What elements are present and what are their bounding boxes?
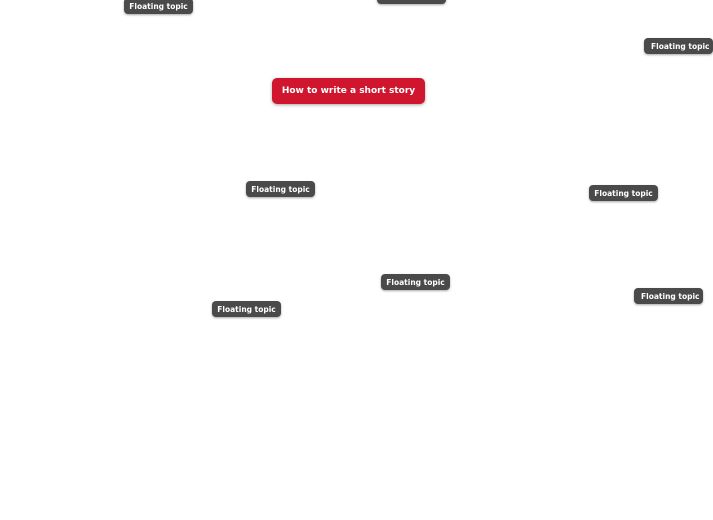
floating-topic[interactable]: Floating topic xyxy=(246,181,315,197)
floating-topic[interactable] xyxy=(377,0,446,4)
central-topic[interactable]: How to write a short story xyxy=(272,78,425,104)
floating-topic[interactable]: Floating topic xyxy=(381,274,450,290)
floating-topic[interactable]: Floating topic xyxy=(634,288,703,304)
floating-topic[interactable]: Floating topic xyxy=(124,0,193,14)
floating-topic[interactable]: Floating topic xyxy=(212,301,281,317)
floating-topic[interactable]: Floating topic xyxy=(589,185,658,201)
floating-topic[interactable]: Floating topic xyxy=(644,38,713,54)
